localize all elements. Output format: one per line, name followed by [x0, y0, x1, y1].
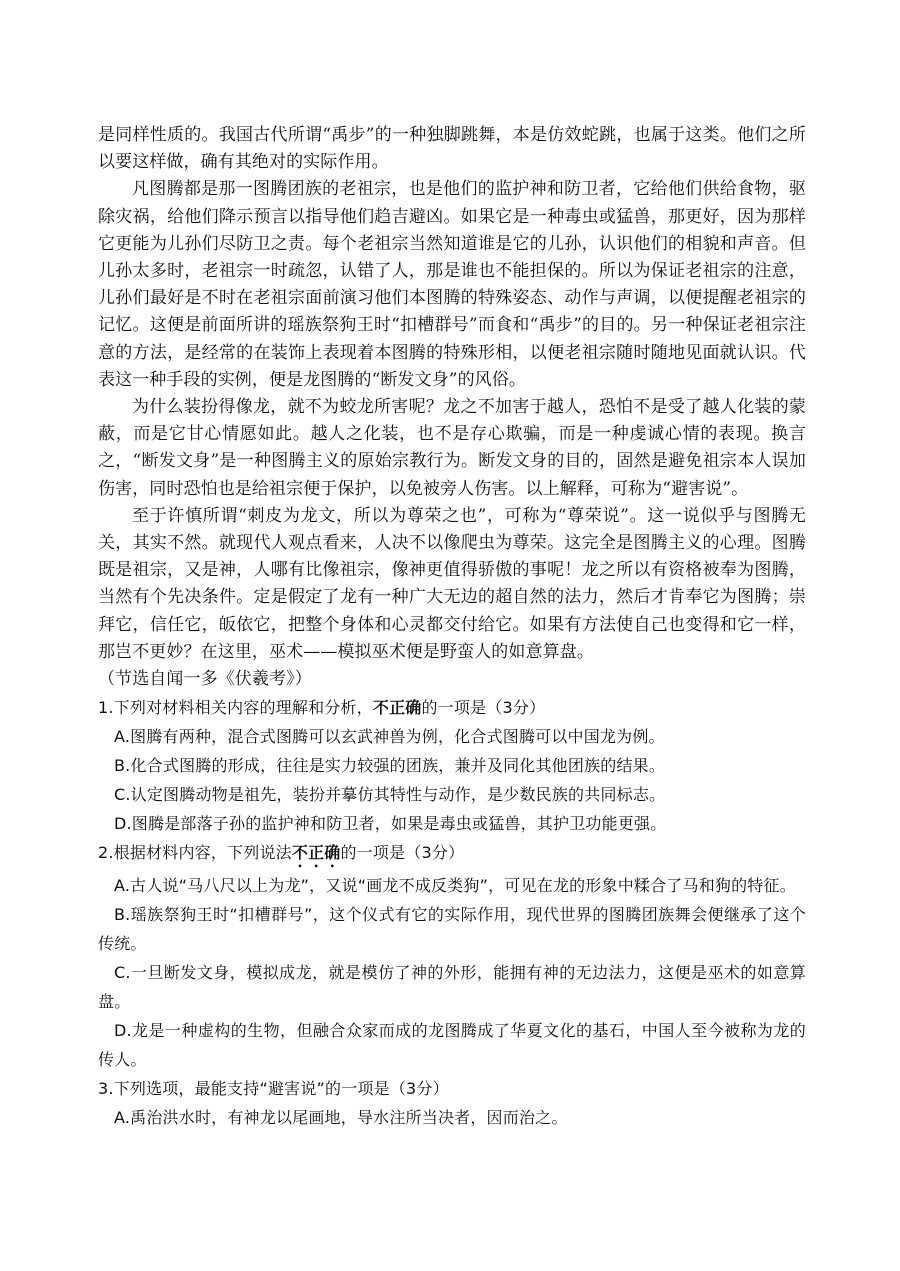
passage-paragraph-3: 为什么装扮得像龙，就不为蛟龙所害呢？龙之不加害于越人，恐怕不是受了越人化装的蒙蔽，而是它甘心情愿如此。越人之化装，也不是存心欺骗，而是一种虔诚心情的表现。换言之，“断发文身”是一种图腾主义的原始宗教行为。断发文身的目的，固然是避免祖宗本人误加伤害，同时恐怕也是给祖宗便于保护，以免被旁人伤害。以上解释，可称为“避害说”。: [98, 397, 806, 499]
stem-negation: 不正确: [372, 698, 422, 718]
question-stem: [98, 693, 806, 722]
question-2: [98, 838, 806, 1074]
stem-text: 1.下列对材料相关内容的理解和分析，: [98, 698, 373, 718]
stem-text-end: 的一项是（3分）: [421, 698, 546, 718]
option-b[interactable]: B.化合式图腾的形成，往往是实力较强的团族，兼并及同化其他团族的结果。: [114, 756, 666, 776]
stem-text: 2.根据材料内容，下列说法: [98, 843, 292, 863]
question-stem: [98, 1074, 806, 1103]
passage-source: （节选自闻一多《伏羲考》）: [98, 669, 312, 690]
question-3: [98, 1074, 806, 1132]
passage-paragraph-2: 凡图腾都是那一图腾团族的老祖宗，也是他们的监护神和防卫者，它给他们供给食物，驱除灾祸，给他们降示预言以指导他们趋吉避凶。如果它是一种毒虫或猛兽，那更好，因为那样它更能为儿孙们尽防卫之责。每个老祖宗当然知道谁是它的儿孙，认识他们的相貌和声音。但儿孙太多时，老祖宗一时疏忽，认错了人，那是谁也不能担保的。所以为保证老祖宗的注意，儿孙们最好是不时在老祖宗面前演习他们本图腾的特殊姿态、动作与声调，以便提醒老祖宗的记忆。这便是前面所讲的瑶族祭狗王时“扣槽群号”而食和“禹步”的目的。另一种保证老祖宗注意的方法，是经常的在装饰上表现着本图腾的特殊形相，以便老祖宗随时随地见面就认识。代表这一种手段的实例，便是龙图腾的“断发文身”的风俗。: [98, 179, 806, 390]
passage-paragraph-1: 是同样性质的。我国古代所谓“禹步”的一种独脚跳舞，本是仿效蛇跳，也属于这类。他们之所以要这样做，确有其绝对的实际作用。: [98, 125, 806, 173]
stem-text-end: 的一项是（3分）: [340, 843, 465, 863]
reading-passage: [98, 122, 806, 693]
option-b[interactable]: B.瑶族祭狗王时“扣槽群号”，这个仪式有它的实际作用，现代世界的图腾团族舞会便继承了这个传统。: [98, 905, 806, 954]
option-c[interactable]: C.认定图腾动物是祖先，装扮并摹仿其特性与动作，是少数民族的共同标志。: [114, 785, 666, 805]
option-a[interactable]: A.图腾有两种，混合式图腾可以玄武神兽为例，化合式图腾可以中国龙为例。: [114, 727, 665, 747]
passage-paragraph-4: 至于许慎所谓“刺皮为龙文，所以为尊荣之也”，可称为“尊荣说”。这一说似乎与图腾无关，其实不然。就现代人观点看来，人决不以像爬虫为尊荣。这完全是图腾主义的心理。图腾既是祖宗，又是神，人哪有比像祖宗，像神更值得骄傲的事呢！龙之所以有资格被奉为图腾，当然有个先决条件。定是假定了龙有一种广大无边的超自然的法力，然后才肯奉它为图腾；崇拜它，信任它，皈依它，把整个身体和心灵都交付给它。如果有方法使自己也变得和它一样，那岂不更妙？在这里，巫术——模拟巫术便是野蛮人的如意算盘。: [98, 505, 806, 662]
option-a[interactable]: A.古人说“马八尺以上为龙”，又说“画龙不成反类狗”，可见在龙的形象中糅合了马和狗的特征。: [114, 876, 796, 896]
stem-negation: 不正确: [291, 843, 341, 863]
option-d[interactable]: D.图腾是部落子孙的监护神和防卫者，如果是毒虫或猛兽，其护卫功能更强。: [114, 814, 667, 834]
question-list: [98, 693, 806, 1132]
document-page: [98, 122, 806, 1132]
stem-text: 3.下列选项，最能支持“避害说”的一项是（3分）: [98, 1079, 449, 1099]
option-c[interactable]: C.一旦断发文身，模拟成龙，就是模仿了神的外形，能拥有神的无边法力，这便是巫术的如意算盘。: [98, 963, 806, 1012]
question-1: [98, 693, 806, 838]
question-stem: [98, 838, 806, 871]
option-a[interactable]: A.禹治洪水时，有神龙以尾画地，导水注所当决者，因而治之。: [114, 1108, 568, 1128]
option-d[interactable]: D.龙是一种虚构的生物，但融合众家而成的龙图腾成了华夏文化的基石，中国人至今被称为龙的传人。: [98, 1021, 806, 1070]
